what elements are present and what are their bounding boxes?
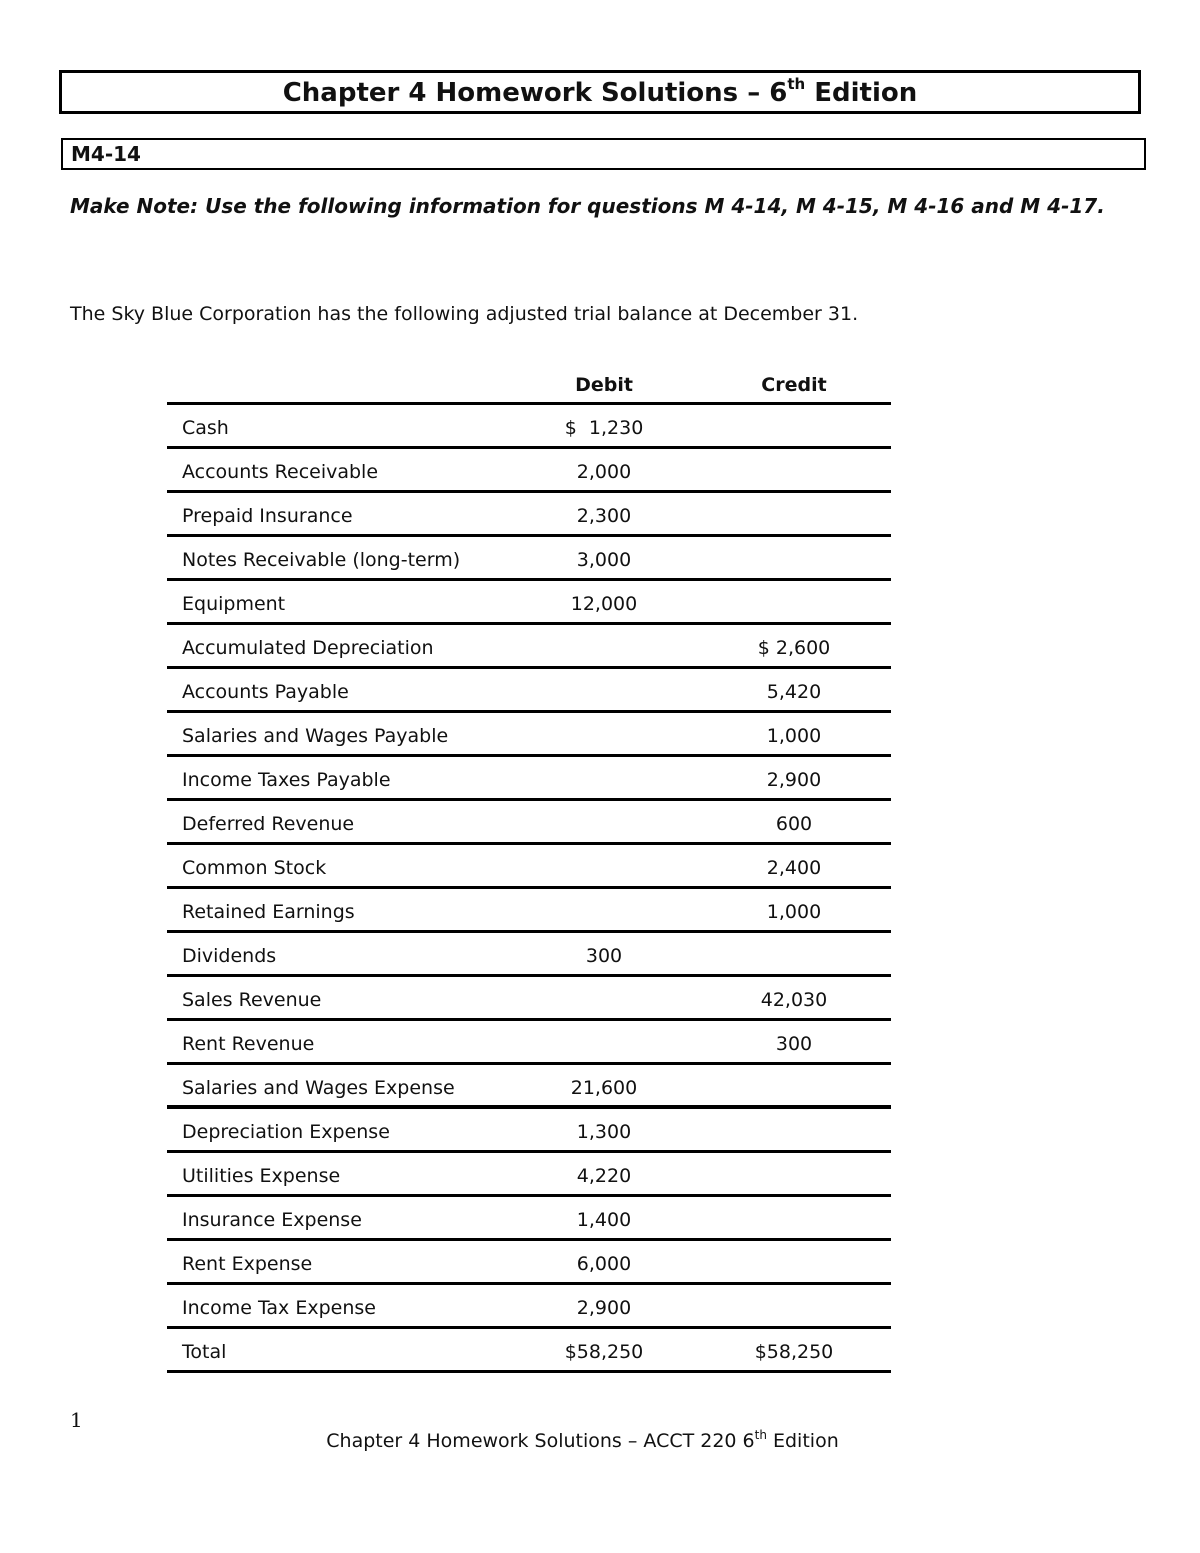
account-cell: Common Stock <box>182 857 327 879</box>
credit-cell: 42,030 <box>760 989 828 1011</box>
table-row <box>167 625 891 669</box>
account-cell: Equipment <box>182 593 286 615</box>
account-cell: Deferred Revenue <box>182 813 355 835</box>
account-cell: Accounts Payable <box>182 681 349 703</box>
table-row <box>167 669 891 713</box>
title-superscript: th <box>787 75 806 93</box>
table-row <box>167 977 891 1021</box>
debit-cell: $58,250 <box>564 1341 644 1363</box>
table-row <box>167 933 891 977</box>
account-cell: Sales Revenue <box>182 989 322 1011</box>
table-row <box>167 1153 891 1197</box>
table-row <box>167 405 891 449</box>
debit-cell: 2,000 <box>576 461 632 483</box>
table-row <box>167 1065 891 1109</box>
credit-cell: 2,400 <box>766 857 822 879</box>
account-cell: Depreciation Expense <box>182 1121 390 1143</box>
debit-cell: 3,000 <box>576 549 632 571</box>
table-row <box>167 1329 891 1373</box>
table-row <box>167 1241 891 1285</box>
page-number: 1 <box>70 1408 83 1432</box>
credit-cell: 2,900 <box>766 769 822 791</box>
account-cell: Income Taxes Payable <box>182 769 391 791</box>
table-row <box>167 1285 891 1329</box>
account-cell: Accumulated Depreciation <box>182 637 434 659</box>
credit-cell: $58,250 <box>754 1341 834 1363</box>
credit-cell: 5,420 <box>766 681 822 703</box>
table-row <box>167 449 891 493</box>
debit-cell: 2,900 <box>576 1297 632 1319</box>
footer-superscript: th <box>754 1428 767 1442</box>
debit-cell: 1,400 <box>576 1209 632 1231</box>
account-cell: Dividends <box>182 945 277 967</box>
table-row <box>167 801 891 845</box>
account-cell: Insurance Expense <box>182 1209 362 1231</box>
debit-cell: 300 <box>585 945 623 967</box>
page-title <box>59 70 1141 114</box>
intro-paragraph: The Sky Blue Corporation has the following adjusted trial balance at December 31. <box>70 303 859 325</box>
account-cell: Notes Receivable (long-term) <box>182 549 461 571</box>
table-row <box>167 1021 891 1065</box>
account-cell: Income Tax Expense <box>182 1297 376 1319</box>
account-cell: Rent Expense <box>182 1253 313 1275</box>
account-cell: Total <box>182 1341 227 1363</box>
credit-header: Credit <box>761 374 827 396</box>
table-row <box>167 537 891 581</box>
debit-cell: 21,600 <box>570 1077 638 1099</box>
debit-cell: 6,000 <box>576 1253 632 1275</box>
trial-balance-header <box>167 371 891 405</box>
debit-cell: 1,300 <box>576 1121 632 1143</box>
account-cell: Prepaid Insurance <box>182 505 353 527</box>
make-note: Make Note: Use the following information for questions M 4-14, M 4-15, M 4-16 and M 4-17. <box>70 194 1105 218</box>
credit-cell: 600 <box>775 813 813 835</box>
section-label: M4-14 <box>61 138 1146 170</box>
account-cell: Accounts Receivable <box>182 461 379 483</box>
account-cell: Salaries and Wages Payable <box>182 725 449 747</box>
footer-text: Chapter 4 Homework Solutions – ACCT 220 6 <box>326 1430 755 1452</box>
footer-text-end: Edition <box>766 1430 839 1452</box>
table-row <box>167 889 891 933</box>
debit-header: Debit <box>575 374 633 396</box>
table-row <box>167 581 891 625</box>
debit-cell: 12,000 <box>570 593 638 615</box>
table-row <box>167 845 891 889</box>
table-row <box>167 1109 891 1153</box>
table-row <box>167 713 891 757</box>
table-row <box>167 493 891 537</box>
account-cell: Salaries and Wages Expense <box>182 1077 455 1099</box>
credit-cell: 300 <box>775 1033 813 1055</box>
footer <box>0 1430 1165 1452</box>
credit-cell: $ 2,600 <box>757 637 831 659</box>
account-cell: Rent Revenue <box>182 1033 315 1055</box>
trial-balance-table <box>167 405 891 1373</box>
debit-cell: $ 1,230 <box>564 417 644 439</box>
debit-cell: 4,220 <box>576 1165 632 1187</box>
title-text: Chapter 4 Homework Solutions – 6 <box>282 78 788 108</box>
title-text-end: Edition <box>805 78 918 108</box>
account-cell: Cash <box>182 417 229 439</box>
credit-cell: 1,000 <box>766 901 822 923</box>
account-cell: Utilities Expense <box>182 1165 341 1187</box>
table-row <box>167 1197 891 1241</box>
credit-cell: 1,000 <box>766 725 822 747</box>
account-cell: Retained Earnings <box>182 901 355 923</box>
debit-cell: 2,300 <box>576 505 632 527</box>
table-row <box>167 757 891 801</box>
